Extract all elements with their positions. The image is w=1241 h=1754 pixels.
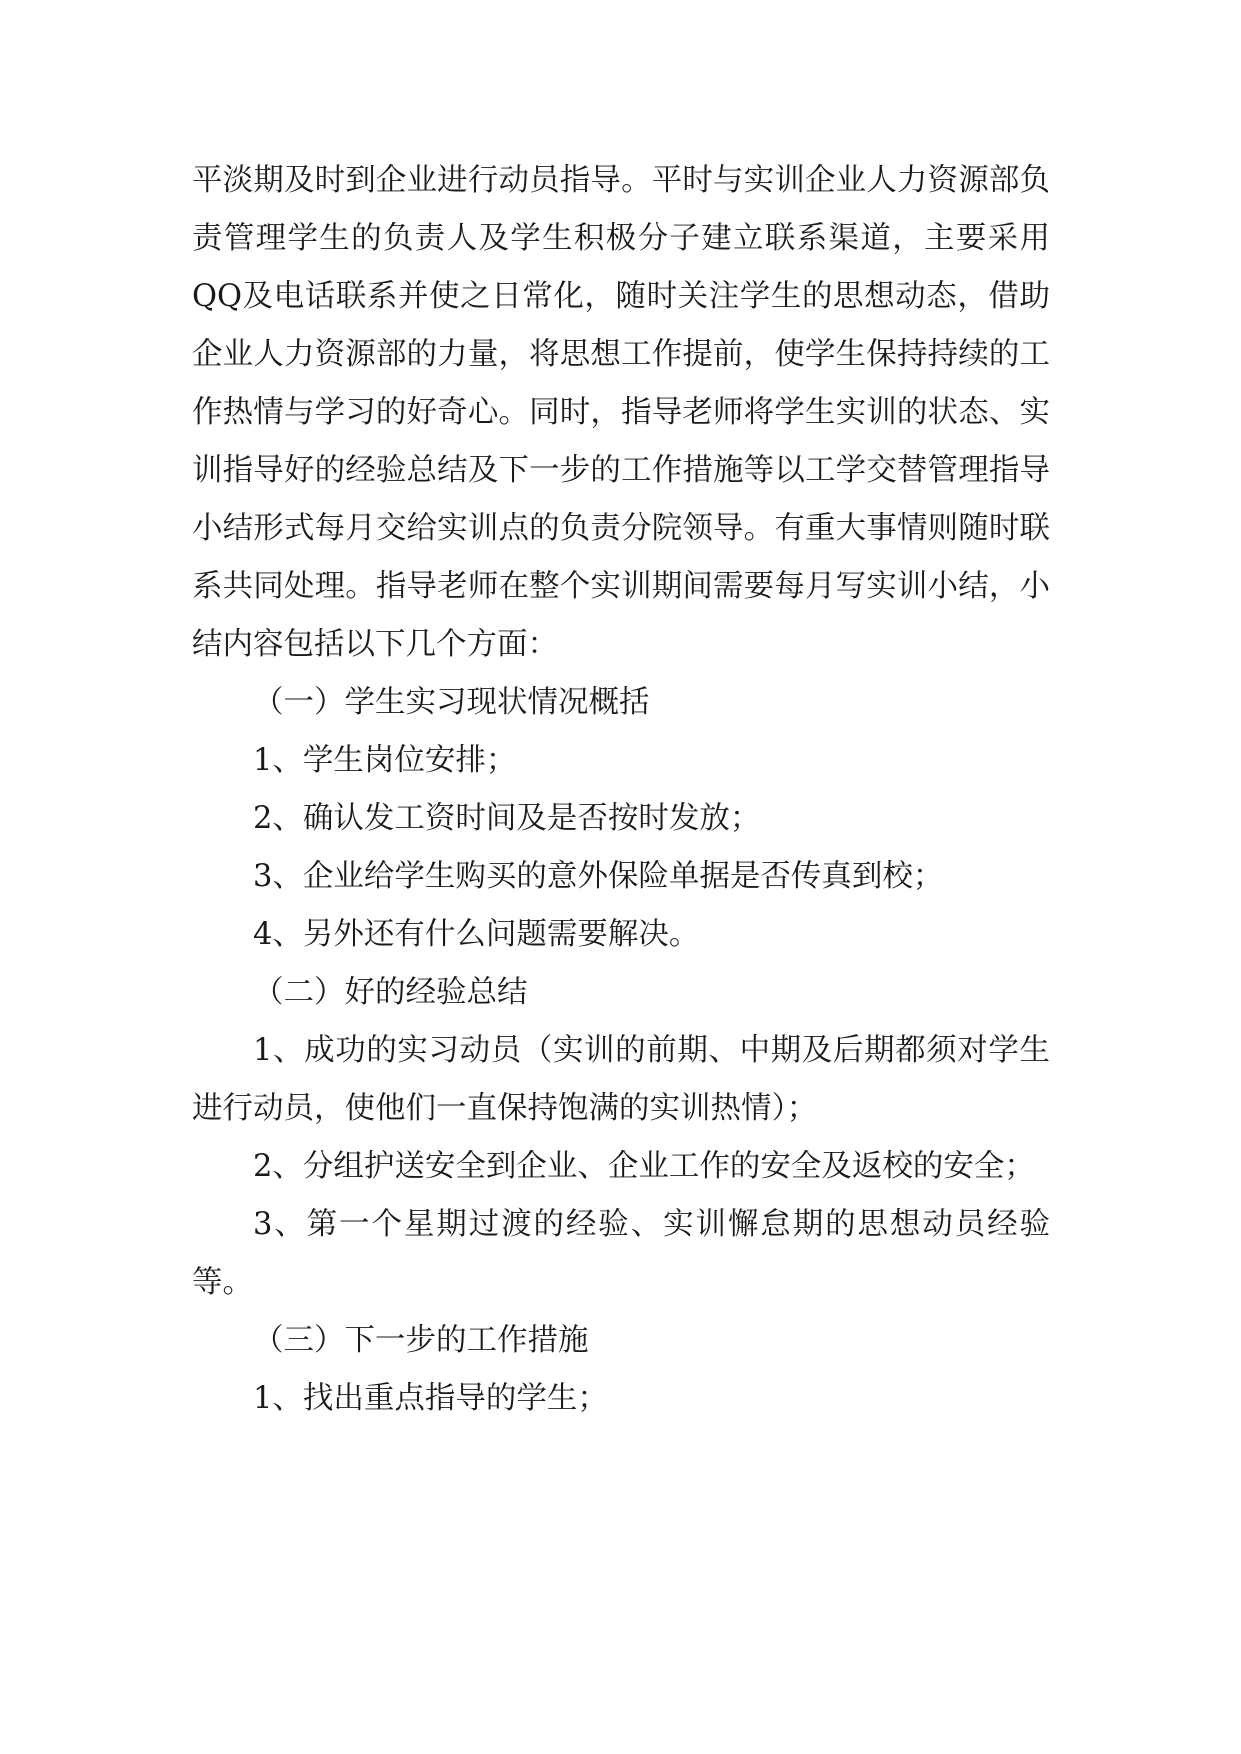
list-item: 3、企业给学生购买的意外保险单据是否传真到校； <box>253 859 944 894</box>
list-item: 1、学生岗位安排； <box>253 743 517 778</box>
section-heading-2: （二）好的经验总结 <box>253 975 528 1010</box>
list-item: 3、第一个星期过渡的经验、实训懈怠期的思想动员经验等。 <box>192 1207 1050 1300</box>
document-body <box>192 152 1050 1428</box>
list-item: 2、分组护送安全到企业、企业工作的安全及返校的安全； <box>253 1149 1035 1184</box>
list-item: 1、成功的实习动员（实训的前期、中期及后期都须对学生进行动员，使他们一直保持饱满的实训热情）； <box>192 1033 1050 1126</box>
section-heading-1: （一）学生实习现状情况概括 <box>253 685 650 720</box>
list-item: 2、确认发工资时间及是否按时发放； <box>253 801 761 836</box>
paragraph-intro: 平淡期及时到企业进行动员指导。平时与实训企业人力资源部负责管理学生的负责人及学生积极分子建立联系渠道，主要采用QQ及电话联系并使之日常化，随时关注学生的思想动态，借助企业人力资源部的力量，将思想工作提前，使学生保持持续的工作热情与学习的好奇心。同时，指导老师将学生实训的状态、实训指导好的经验总结及下一步的工作措施等以工学交替管理指导小结形式每月交给实训点的负责分院领导。有重大事情则随时联系共同处理。指导老师在整个实训期间需要每月写实训小结，小结内容包括以下几个方面： <box>192 163 1050 662</box>
list-item: 1、找出重点指导的学生； <box>253 1381 608 1416</box>
section-heading-3: （三）下一步的工作措施 <box>253 1323 589 1358</box>
list-item: 4、另外还有什么问题需要解决。 <box>253 917 700 952</box>
